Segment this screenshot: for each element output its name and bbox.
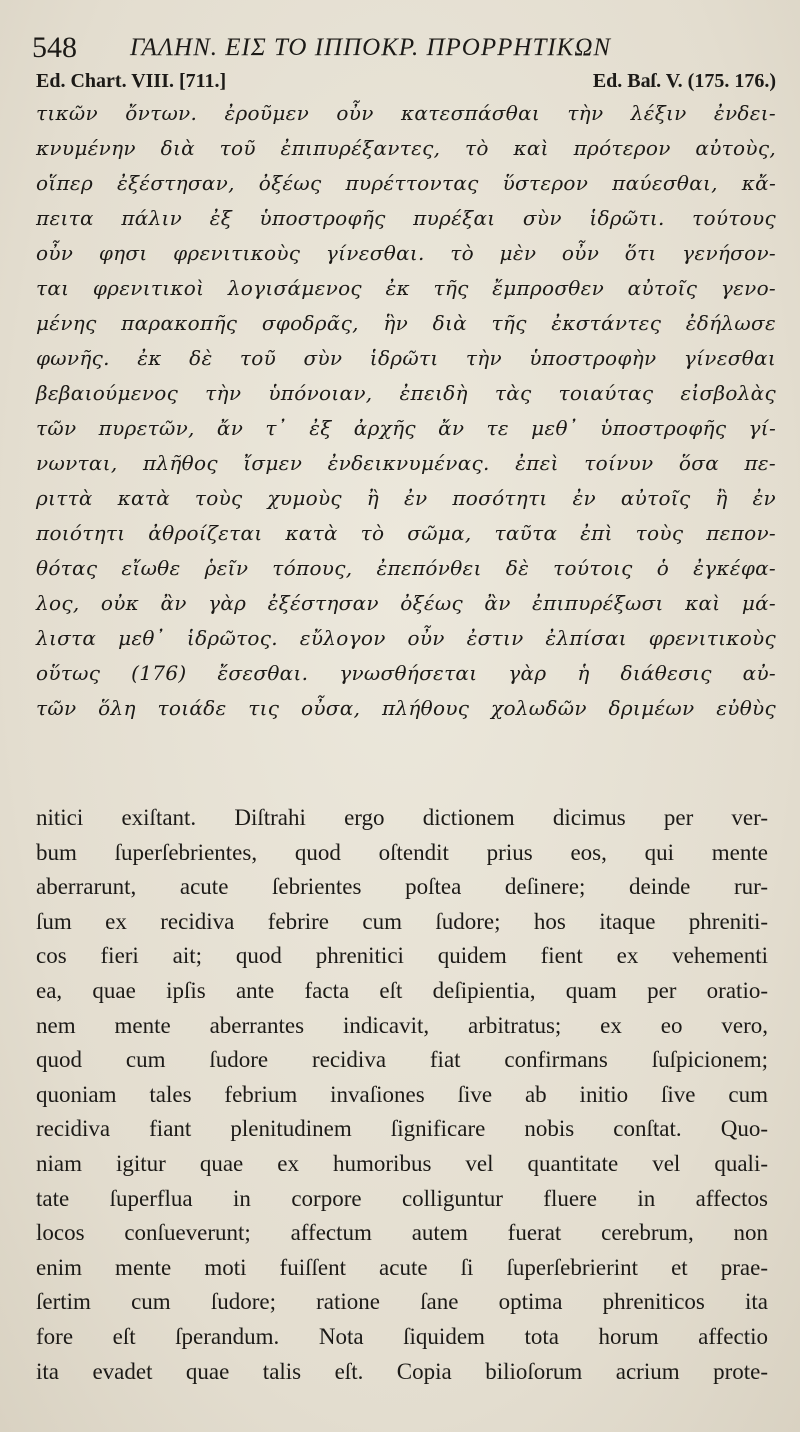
latin-line: ſum ex recidiva febrire cum ſudore; hos itaque phreniti- [36,908,768,934]
greek-line: βεβαιούμενος τὴν ὑπόνοιαν, ἐπειδὴ τὰς τοιαύτας εἰσβολὰς [36,381,776,405]
latin-line: aberrarunt, acute ſebrientes poſtea deſinere; deinde rur- [36,874,768,900]
latin-line: tate ſuperflua in corpore colliguntur fluere in affectos [36,1185,768,1211]
greek-line: τικῶν ὄντων. ἐροῦμεν οὖν κατεσπάσθαι τὴν λέξιν ἐνδει- [36,101,776,125]
greek-line: πειτα πάλιν ἐξ ὑποστροφῆς πυρέξαι σὺν ἱδρῶτι. τούτους [36,206,776,230]
greek-line: λιστα μεθ᾽ ἱδρῶτος. εὔλογον οὖν ἐστιν ἐλπίσαι φρενιτικοὺς [36,626,776,650]
edition-left: Ed. Chart. VIII. [711.] [36,70,227,92]
greek-line: νωνται, πλῆθος ἴσμεν ἐνδεικνυμένας. ἐπεὶ τοίνυν ὅσα πε- [36,451,776,475]
greek-text-block [36,96,776,726]
edition-right: Ed. Baſ. V. (175. 176.) [592,70,776,92]
greek-line: ποιότητι ἀθροίζεται κατὰ τὸ σῶμα, ταῦτα ἐπὶ τοὺς πεπον- [36,521,776,545]
greek-line: ριττὰ κατὰ τοὺς χυμοὺς ἢ ἐν ποσότητι ἐν αὐτοῖς ἢ ἐν [36,486,776,510]
latin-line: nem mente aberrantes indicavit, arbitratus; ex eo vero, [36,1012,768,1038]
latin-line: cos fieri ait; quod phrenitici quidem fient ex vehementi [36,943,768,969]
latin-line: locos conſueverunt; affectum autem fuerat cerebrum, non [36,1220,768,1246]
latin-line: quod cum ſudore recidiva fiat confirmans ſuſpicionem; [36,1047,768,1073]
greek-line: ται φρενιτικοὶ λογισάμενος ἐκ τῆς ἔμπροσθεν αὐτοῖς γενο- [36,276,776,300]
greek-line: οἵπερ ἐξέστησαν, ὀξέως πυρέττοντας ὕστερον παύεσθαι, κἄ- [36,171,776,195]
greek-line: θότας εἴωθε ῥεῖν τόπους, ἐπεπόνθει δὲ τούτοις ὁ ἐγκέφα- [36,556,776,580]
latin-line: bum ſuperſebrientes, quod oſtendit prius eos, qui mente [36,839,768,865]
latin-line: recidiva fiant plenitudinem ſignificare nobis conſtat. Quo- [36,1116,768,1142]
latin-line: quoniam tales febrium invaſiones ſive ab initio ſive cum [36,1081,768,1107]
latin-line: niam igitur quae ex humoribus vel quantitate vel quali- [36,1150,768,1176]
greek-line: τῶν ὅλη τοιάδε τις οὖσα, πλήθους χολωδῶν δριμέων εὐθὺς [36,696,776,720]
greek-line: κνυμένην διὰ τοῦ ἐπιπυρέξαντες, τὸ καὶ πρότερον αὐτοὺς, [36,136,776,160]
edition-reference [36,68,776,96]
greek-line: μένης παρακοπῆς σφοδρᾶς, ἣν διὰ τῆς ἐκστάντες ἐδήλωσε [36,311,776,335]
latin-line: ita evadet quae talis eſt. Copia bilioſorum acrium prote- [36,1358,768,1384]
latin-text-block [36,801,768,1389]
latin-line: enim mente moti fuiſſent acute ſi ſuperſebrierint et prae- [36,1254,768,1280]
greek-line: οὕτως (176) ἔσεσθαι. γνωσθήσεται γὰρ ἡ διάθεσις αὐ- [36,661,776,685]
running-head [32,30,772,66]
running-title: ΓΑΛΗΝ. ΕΙΣ ΤΟ ΙΠΠΟΚΡ. ΠΡΟΡΡΗΤΙΚΩΝ [130,34,612,61]
greek-line: λος, οὐκ ἂν γὰρ ἐξέστησαν ὀξέως ἂν ἐπιπυρέξωσι καὶ μά- [36,591,776,615]
greek-line: οὖν φησι φρενιτικοὺς γίνεσθαι. τὸ μὲν οὖν ὅτι γενήσον- [36,241,776,265]
page-number: 548 [32,31,77,64]
latin-line: ſertim cum ſudore; ratione ſane optima phreniticos ita [36,1289,768,1315]
latin-line: nitici exiſtant. Diſtrahi ergo dictionem dicimus per ver- [36,805,768,830]
greek-line: φωνῆς. ἐκ δὲ τοῦ σὺν ἱδρῶτι τὴν ὑποστροφὴν γίνεσθαι [36,346,776,370]
greek-line: τῶν πυρετῶν, ἄν τ᾽ ἐξ ἀρχῆς ἄν τε μεθ᾽ ὑποστροφῆς γί- [36,416,776,440]
latin-line: fore eſt ſperandum. Nota ſiquidem tota horum affectio [36,1323,768,1349]
latin-line: ea, quae ipſis ante facta eſt deſipientia, quam per oratio- [36,977,768,1003]
